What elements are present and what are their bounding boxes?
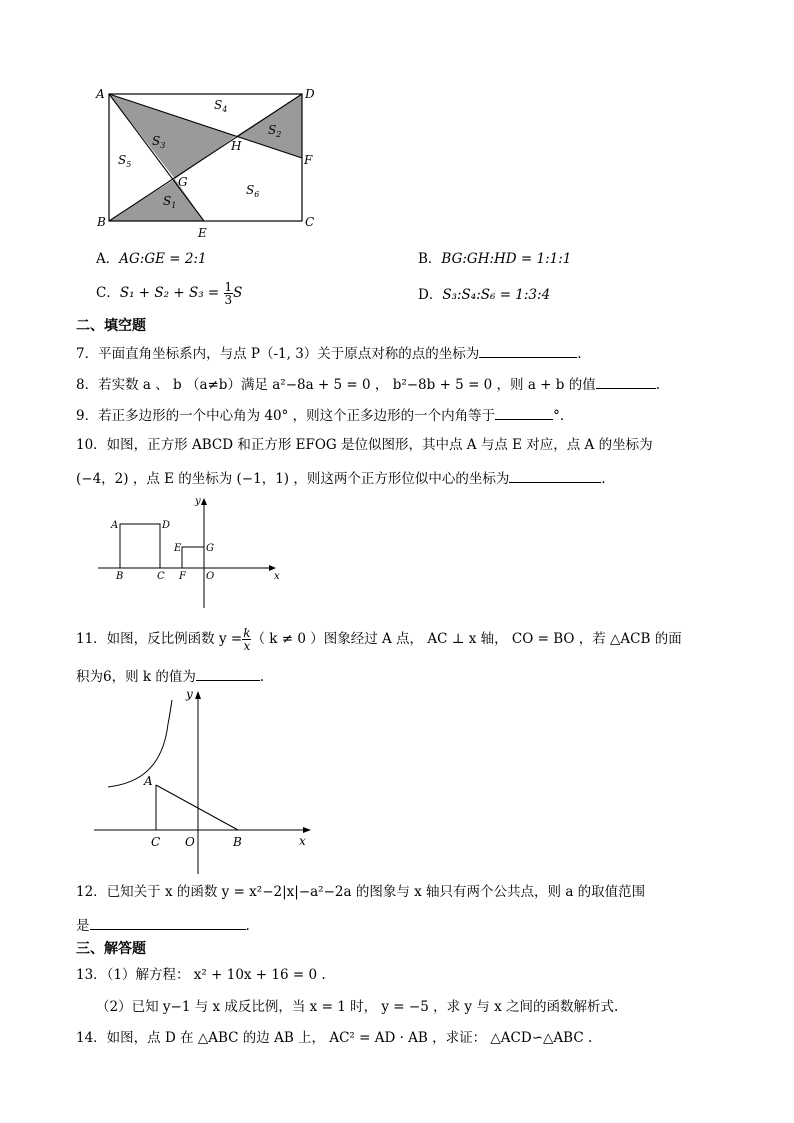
square-efog xyxy=(182,547,204,568)
question-10-line1: 10．如图，正方形 ABCD 和正方形 EFOG 是位似图形，其中点 A 与点 E 对应，点 A 的坐标为 xyxy=(76,437,653,453)
option-c-fraction: $\frac{1}{3}$ xyxy=(224,280,233,307)
option-d xyxy=(418,286,550,304)
question-11-line1: 11．如图，反比例函数 y = $\frac{k}{x}$ （ k ≠ 0 ）图象经过 A 点， AC ⊥ x 轴， CO = BO ，若 △ACB 的面 xyxy=(76,626,682,653)
option-b xyxy=(418,250,571,268)
label-g: G xyxy=(178,175,188,189)
square-abcd xyxy=(120,524,160,568)
question-13-part1: 13．（1）解方程： x² + 10x + 16 = 0 . xyxy=(76,967,326,983)
label-b: B xyxy=(97,215,106,229)
label-x: x xyxy=(274,571,280,582)
question-12-line2: 是 . xyxy=(76,915,250,935)
label-o: O xyxy=(206,571,215,582)
option-c xyxy=(96,278,242,308)
option-d-text: S₃:S₄:S₆ = 1:3:4 xyxy=(442,287,551,303)
label-a: A xyxy=(96,87,105,101)
label-c: C xyxy=(305,215,315,229)
question-11-line2: 积为6，则 k 的值为 . xyxy=(76,666,264,686)
q9-answer-blank[interactable] xyxy=(495,405,553,420)
label-d: D xyxy=(305,87,315,101)
section-2-title: 二、填空题 xyxy=(76,318,146,334)
y-axis-arrow-icon xyxy=(195,691,201,699)
q12-answer-blank[interactable] xyxy=(90,915,246,930)
q11-answer-blank[interactable] xyxy=(196,666,260,681)
question-9: 9．若正多边形的一个中心角为 40° ，则这个正多边形的一个内角等于 °. xyxy=(76,405,564,425)
rectangle-figure xyxy=(92,82,328,242)
question-13-part2: （2）已知 y−1 与 x 成反比例，当 x = 1 时， y = −5 ，求 y 与 x 之间的函数解析式. xyxy=(96,999,619,1015)
label-b: B xyxy=(116,571,124,582)
q11-fraction: $\frac{k}{x}$ xyxy=(243,626,251,653)
question-10-line2: (−4，2) ，点 E 的坐标为 (−1，1) ，则这两个正方形位似中心的坐标为 . xyxy=(76,468,606,488)
option-a-text: AG:GE = 2:1 xyxy=(119,251,207,267)
hyperbola-curve xyxy=(108,700,172,787)
q10-answer-blank[interactable] xyxy=(509,468,601,483)
label-f: F xyxy=(304,153,313,167)
squares-figure xyxy=(94,494,284,612)
question-12-line1: 12．已知关于 x 的函数 y = x²−2|x|−a²−2a 的图象与 x 轴只有两个公共点，则 a 的取值范围 xyxy=(76,884,646,900)
q8-answer-blank[interactable] xyxy=(596,374,656,389)
label-e: E xyxy=(198,226,207,240)
label-a: A xyxy=(111,520,119,531)
shaded-triangle-s1 xyxy=(109,179,204,221)
label-x: x xyxy=(299,834,306,848)
region-s1: $S_1$ xyxy=(163,194,177,210)
question-14: 14．如图，点 D 在 △ABC 的边 AB 上， AC² = AD · AB ，求证： △ACD∽△ABC . xyxy=(76,1030,593,1046)
label-a: A xyxy=(144,774,153,788)
label-y: y xyxy=(195,496,201,507)
option-a-prefix: A． xyxy=(96,251,120,267)
region-s5: $S_5$ xyxy=(118,153,132,169)
label-e: E xyxy=(174,543,182,554)
region-s6: $S_6$ xyxy=(246,183,260,199)
question-8: 8．若实数 a 、 b （a≠b）满足 a²−8a + 5 = 0 ， b²−8b + 5 = 0 ，则 a + b 的值 . xyxy=(76,374,660,394)
label-o: O xyxy=(185,835,195,849)
y-axis-arrow-icon xyxy=(201,498,207,505)
region-s4: $S_4$ xyxy=(214,98,228,114)
option-c-tail: S xyxy=(233,285,243,301)
label-c: C xyxy=(157,571,165,582)
label-d: D xyxy=(162,520,171,531)
option-d-prefix: D． xyxy=(418,287,443,303)
option-c-prefix: C． xyxy=(96,285,120,301)
option-b-prefix: B． xyxy=(418,251,442,267)
label-f: F xyxy=(179,571,186,582)
label-b: B xyxy=(233,835,242,849)
option-b-text: BG:GH:HD = 1:1:1 xyxy=(441,251,572,267)
q7-answer-blank[interactable] xyxy=(479,343,577,358)
x-axis-arrow-icon xyxy=(303,827,311,833)
section-3-title: 三、解答题 xyxy=(76,941,146,957)
region-s2: $S_2$ xyxy=(268,123,282,139)
option-a xyxy=(96,250,207,268)
region-s3: $S_3$ xyxy=(152,134,166,150)
label-c: C xyxy=(151,835,161,849)
label-h: H xyxy=(231,139,242,153)
label-g: G xyxy=(206,543,214,554)
segment-ab xyxy=(156,785,238,830)
label-y: y xyxy=(186,687,193,701)
hyperbola-figure xyxy=(92,684,320,876)
option-c-text: S₁ + S₂ + S₃ = xyxy=(119,285,224,301)
question-7: 7．平面直角坐标系内，与点 P（-1, 3）关于原点对称的点的坐标为 . xyxy=(76,343,582,363)
